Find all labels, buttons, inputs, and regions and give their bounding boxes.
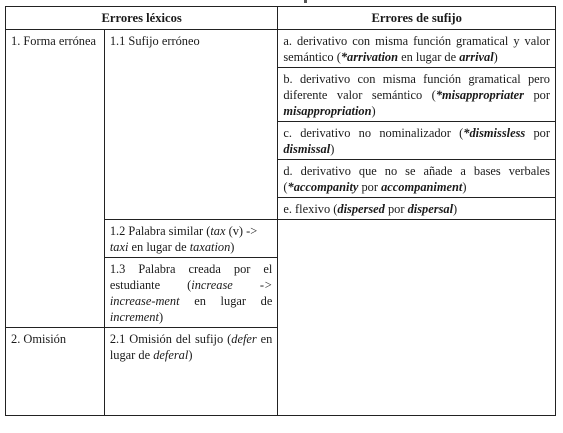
example-wrong: *accompanity [287, 180, 359, 194]
example-base: tax [210, 224, 226, 238]
example-wrong: *arrivation [340, 50, 398, 64]
suffix-error-d: d. derivativo que no se añade a bases verbales (*accompanity por accompaniment) [278, 160, 556, 198]
subcategory-sufijo-erroneo: 1.1 Sufijo erróneo [104, 30, 278, 220]
table-header-row [6, 7, 556, 30]
example-correct: dispersal [407, 202, 454, 216]
example-correct: arrival [459, 50, 494, 64]
cut-off-text-fragment [304, 0, 307, 3]
example-correct: deferal [153, 348, 189, 362]
example-wrong: *dismissless [463, 126, 526, 140]
example-wrong: taxi [109, 240, 129, 254]
subcategory-omision-sufijo: 2.1 Omisión del sufijo (defer en lugar de deferal) [104, 328, 278, 416]
header-lexical-errors: Errores léxicos [6, 7, 278, 30]
suffix-error-a: a. derivativo con misma función gramatical y valor semántico (*arrivation en lugar de arrival) [278, 30, 556, 68]
subcategory-palabra-creada: 1.3 Palabra creada por el estudiante (increase -> increase-ment en lugar de increment) [104, 258, 278, 328]
category-omision: 2. Omisión [6, 328, 105, 416]
example-wrong: defer [231, 332, 257, 346]
error-classification-table [5, 6, 556, 416]
example-correct: accompaniment [381, 180, 463, 194]
suffix-error-c: c. derivativo no nominalizador (*dismissless por dismissal) [278, 122, 556, 160]
example-correct: dismissal [283, 142, 331, 156]
empty-cell [278, 220, 556, 416]
example-correct: increment [109, 310, 159, 324]
subcategory-palabra-similar: 1.2 Palabra similar (tax (v) -> taxi en lugar de taxation) [104, 220, 278, 258]
header-suffix-errors: Errores de sufijo [278, 7, 556, 30]
category-forma-erronea: 1. Forma errónea [6, 30, 105, 328]
example-correct: misappropriation [283, 104, 372, 118]
page-top-margin [0, 0, 563, 5]
example-wrong: dispersed [337, 202, 385, 216]
example-correct: taxation [189, 240, 231, 254]
example-wrong: increase -> increase-ment [109, 278, 273, 308]
suffix-error-b: b. derivativo con misma función gramatical pero diferente valor semántico (*misappropriater por misappropriation) [278, 68, 556, 122]
example-wrong: *misappropriater [435, 88, 524, 102]
table-row [6, 30, 556, 68]
suffix-error-e: e. flexivo (dispersed por dispersal) [278, 198, 556, 220]
